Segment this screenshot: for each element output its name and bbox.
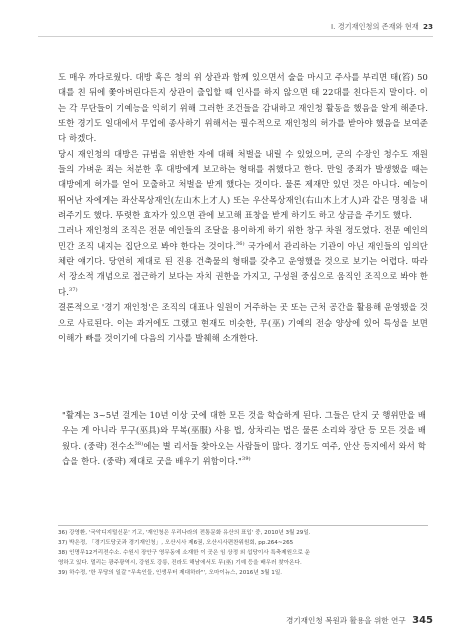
quote-text: "활계는 3~5년 걸게는 10년 이상 굿에 대한 모든 것을 학습하게 된다. 그들은 단지 굿 행위만을 배우는 게 아니라 무구(巫具)와 무복(巫服) 사용 법, 상차리는 법은 물론 소리와 장단 등 모든 것을 배웠다. (중략) 전수소$^{38)}$에는 별 리서들 찾아오는 사람들이 많다. 경기도 여주, 안산 등지에서 와서 학습을 한다. (중략) 제대로 굿을 배우기 위함이다."$^{39)}$ <box>62 410 426 467</box>
body-text <box>58 70 428 346</box>
footnotes <box>58 529 430 579</box>
quoted-article <box>62 408 426 470</box>
paragraph-1: 도 매우 까다로웠다. 대방 혹은 청의 위 상관과 함께 있으면서 술을 마시고 주사를 부리면 태(笞) 50대를 친 뒤에 쫓아버린다든지 상관이 출입할 때 인사를 하지 않으면 태 22대를 친다든지 말이다. 이는 각 무단들이 기예능을 익히기 위해 그러한 조건들을 감내하고 재인청 활동을 했음을 알게 해준다. 또한 경기도 일대에서 무업에 종사하기 위해서는 필수적으로 재인청의 허가를 받아야 했음을 보여준다 하겠다. <box>58 72 428 144</box>
footnote-38-cont: 영하고 있다. 멀리는 광주광역시, 강원도 강릉, 진라도 해남에서도 무(巫) 기예 등을 배우러 찾아온다. <box>58 559 302 566</box>
footnote-38: 38) 인명무12거리전수소. 수원시 장안구 영무동에 소재한 이 곳은 임 상정 외 섭당이사 특축제원으로 운 <box>58 549 311 556</box>
header-section-title: Ⅰ. 경기재인청의 존재와 현재 <box>331 22 419 31</box>
paragraph-4: 결론적으로 '경기 재인청'은 조직의 대표나 일원이 거주하는 곳 또는 근처 공간을 활용해 운영됐을 것으로 사료된다. 이는 과거에도 그랬고 현재도 비슷한, 무(巫) 기예의 전승 양상에 있어 특성을 보면 이해가 빠를 것이기에 다음의 기사를 발췌해 소개한다. <box>58 302 428 343</box>
running-footer <box>286 615 433 626</box>
header-divider <box>38 36 433 37</box>
header-page-number: 23 <box>422 22 433 31</box>
footer-title: 경기재인청 복원과 활용을 위한 연구 <box>286 616 406 625</box>
footnote-divider <box>58 525 428 526</box>
footer-page-number: 345 <box>412 615 433 626</box>
paragraph-3: 그러나 재인청의 조직은 전문 예인들의 조달을 용이하게 하기 위한 창구 차원 정도였다. 전문 예인의 민간 조직 내지는 집단으로 봐야 한다는 것이다.$^{36)}$ 국가에서 관리하는 기관이 아닌 재인들의 임의단체란 얘기다. 당연히 제대로 된 진용 건축물의 형태를 갖추고 운영했을 것으로 보기는 어렵다. 따라서 장소적 개념으로 접근하기 보다는 자치 권한을 가지고, 구성원 중심으로 움직인 조직으로 봐야 한다.$^{37)}$ <box>58 225 429 297</box>
paragraph-2: 당시 재인청의 대방은 규범을 위반한 자에 대해 처벌을 내릴 수 있었으며, 군의 수장인 청수도 재원들의 가벼운 죄는 처분한 후 대방에게 보고하는 형태를 취했다고 한다. 만일 중죄가 발생했을 때는 대방에게 허가를 얻어 모출하고 처벌을 받게 했다는 것이다. 물론 제재만 있던 것은 아니다. 예능이 뛰어난 자에게는 좌산목상재인(左山木上才人) 또는 우산목상재인(右山木上才人)과 같은 명칭을 내려주기도 했다. 뚜렷한 효자가 있으면 관에 보고해 표창을 받게 하기도 하고 상금을 주기도 했다. <box>58 148 428 221</box>
footnote-39: 39) 하수정, '한 무당의 일갈 "무속인들, 인생무터 제대하라"', 오마이뉴스, 2016년 3월 1일. <box>58 569 283 576</box>
footnote-37: 37) 박은정, 「경기도당굿과 경기재인청」, 오산시사 제6권, 오산시사편찬위원회, pp.264~265 <box>58 539 294 546</box>
footnote-36: 36) 강영환, '국악디지털신문' 기고, '재인청은 우리나라의 전통문화 유산의 표입' 중, 2010년 3월 29일. <box>58 530 311 536</box>
running-header <box>331 22 433 32</box>
